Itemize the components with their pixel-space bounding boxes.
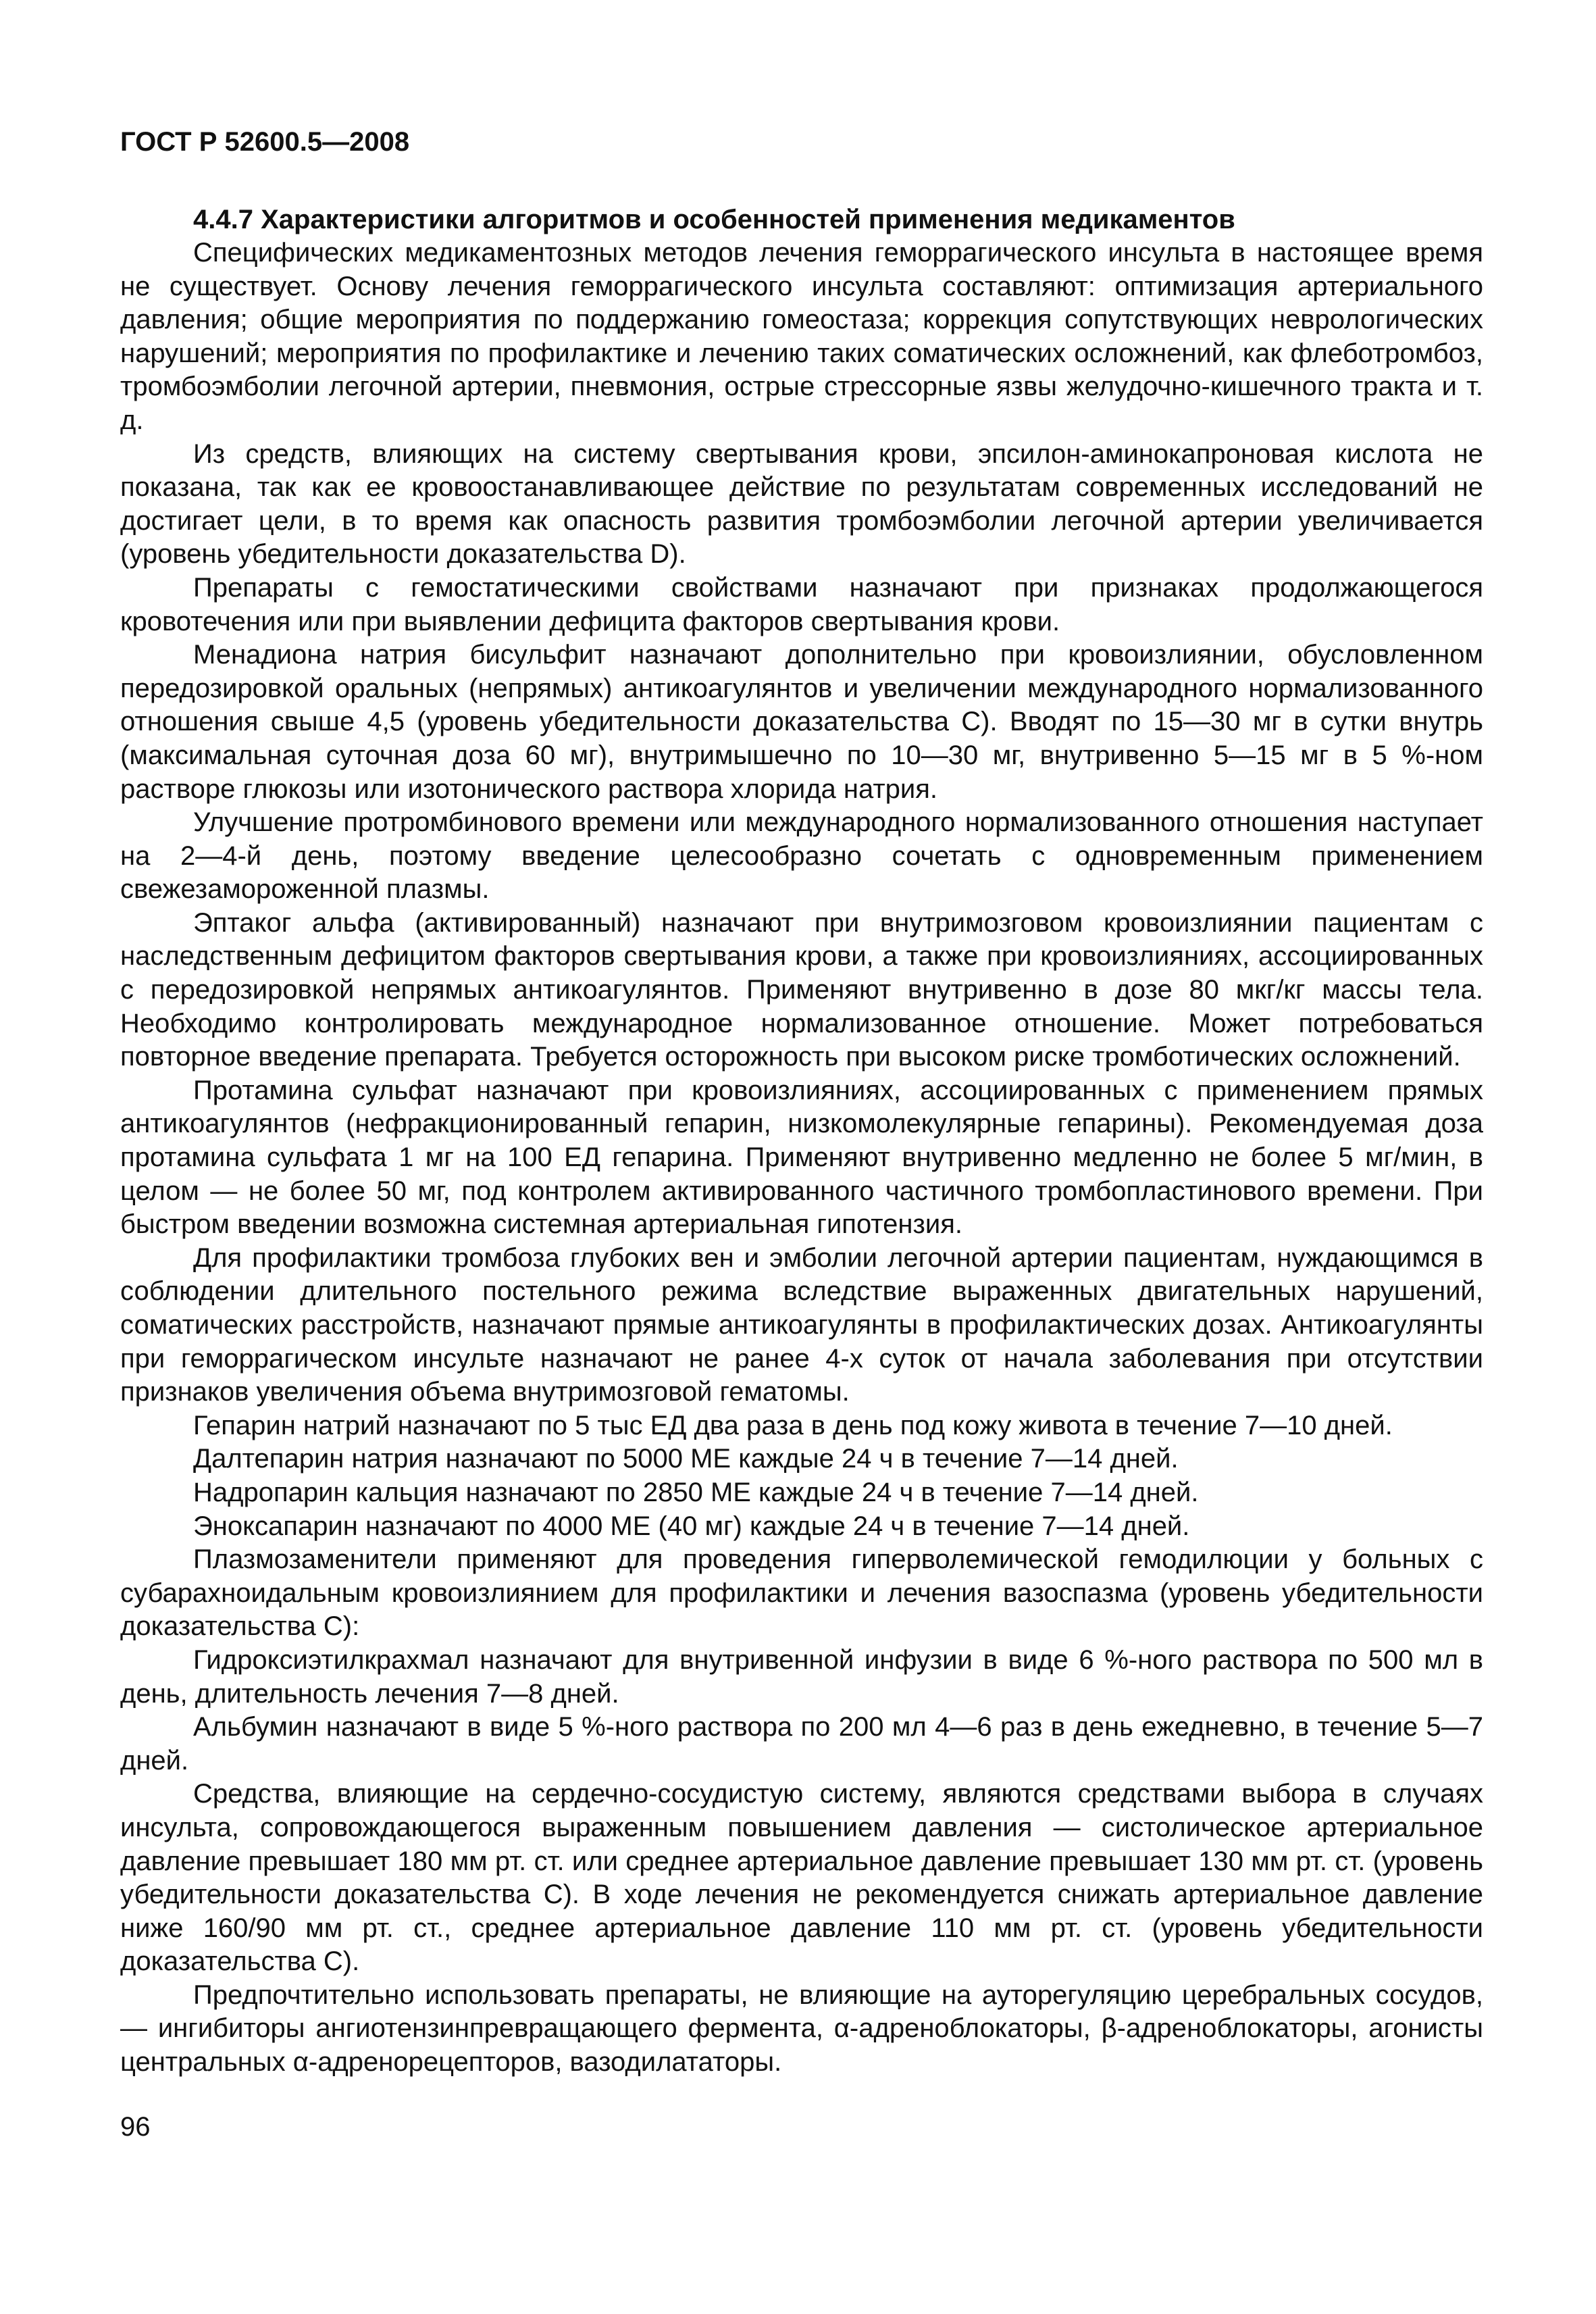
paragraph: Специфических медикаментозных методов лечения геморрагического инсульта в настоящее время не существует. Основу лечения геморрагического инсульта составляют: оптимизация артериального давления; общие мероприятия по поддержанию гомеостаза; коррекция сопутствующих неврологических нарушений; мероприятия по профилактике и лечению таких соматических осложнений, как флеботромбоз, тромбоэмболии легочной артерии, пневмония, острые стрессорные язвы желудочно-кишечного тракта и т. д. [120,238,1483,435]
paragraph: Менадиона натрия бисульфит назначают дополнительно при кровоизлиянии, обусловленном передозировкой оральных (непрямых) антикоагулянтов и увеличении международного нормализованного отношения свыше 4,5 (уровень убедительности доказательства С). Вводят по 15—30 мг в сутки внутрь (максимальная суточная доза 60 мг), внутримышечно по 10—30 мг, внутривенно 5—15 мг в 5 %-ном растворе глюкозы или изотонического раствора хлорида натрия. [120,640,1483,804]
paragraph: Средства, влияющие на сердечно-сосудистую систему, являются средствами выбора в случаях инсульта, сопровождающегося выраженным повышением давления — систолическое артериальное давление превышает 180 мм рт. ст. или среднее артериальное давление превышает 130 мм рт. ст. (уровень убедительности доказательства С). В ходе лечения не рекомендуется снижать артериальное давление ниже 160/90 мм рт. ст., среднее артериальное давление 110 мм рт. ст. (уровень убедительности доказательства С). [120,1779,1483,1977]
paragraph: Для профилактики тромбоза глубоких вен и эмболии легочной артерии пациентам, нуждающимся в соблюдении длительного постельного режима вследствие выраженных двигательных нарушений, соматических расстройств, назначают прямые антикоагулянты в профилактических дозах. Антикоагулянты при геморрагическом инсульте назначают не ранее 4-х суток от начала заболевания при отсутствии признаков увеличения объема внутримозговой гематомы. [120,1242,1483,1407]
paragraph: Надропарин кальция назначают по 2850 МЕ каждые 24 ч в течение 7—14 дней. [193,1477,1199,1507]
paragraph: Далтепарин натрия назначают по 5000 МЕ каждые 24 ч в течение 7—14 дней. [193,1444,1179,1474]
paragraph: Эптаког альфа (активированный) назначают при внутримозговом кровоизлиянии пациентам с наследственным дефицитом факторов свертывания крови, а также при кровоизлияниях, ассоциированных с передозировкой непрямых антикоагулянтов. Применяют внутривенно в дозе 80 мкг/кг массы тела. Необходимо контролировать международное нормализованное отношение. Может потребоваться повторное введение препарата. Требуется осторожность при высоком риске тромботических осложнений. [120,907,1483,1072]
paragraph: Гидроксиэтилкрахмал назначают для внутривенной инфузии в виде 6 %-ного раствора по 500 мл в день, длительность лечения 7—8 дней. [120,1644,1483,1709]
paragraph: Протамина сульфат назначают при кровоизлияниях, ассоциированных с применением прямых антикоагулянтов (нефракционированный гепарин, низкомолекулярные гепарины). Рекомендуемая доза протамина сульфата 1 мг на 100 ЕД гепарина. Применяют внутривенно медленно не более 5 мг/мин, в целом — не более 50 мг, под контролем активированного частичного тромбопластинового времени. При быстром введении возможна системная артериальная гипотензия. [120,1075,1483,1240]
page-number: 96 [120,2112,151,2142]
paragraph: Улучшение протромбинового времени или международного нормализованного отношения наступает на 2—4-й день, поэтому введение целесообразно сочетать с одновременным применением свежезамороженной плазмы. [120,807,1483,905]
body-text [120,203,1483,2080]
paragraph: Препараты с гемостатическими свойствами назначают при признаках продолжающегося кровотечения или при выявлении дефицита факторов свертывания крови. [120,572,1483,636]
paragraph: Предпочтительно использовать препараты, не влияющие на ауторегуляцию церебральных сосудов, — ингибиторы ангиотензинпревращающего фермента, α-адреноблокаторы, β-адреноблокаторы, агонисты центральных α-адренорецепторов, вазодилататоры. [120,1980,1483,2078]
running-header: ГОСТ Р 52600.5—2008 [120,127,410,157]
paragraph: Гепарин натрий назначают по 5 тыс ЕД два раза в день под кожу живота в течение 7—10 дней. [193,1410,1393,1440]
paragraph: Эноксапарин назначают по 4000 МЕ (40 мг) каждые 24 ч в течение 7—14 дней. [193,1511,1190,1541]
paragraph: Плазмозаменители применяют для проведения гиперволемической гемодилюции у больных с субарахноидальным кровоизлиянием для профилактики и лечения вазоспазма (уровень убедительности доказательства С): [120,1544,1483,1642]
paragraph: Альбумин назначают в виде 5 %-ного раствора по 200 мл 4—6 раз в день ежедневно, в течение 5—7 дней. [120,1712,1483,1776]
section-heading: 4.4.7 Характеристики алгоритмов и особенностей применения медикаментов [193,205,1235,234]
paragraph: Из средств, влияющих на систему свертывания крови, эпсилон-аминокапроновая кислота не показана, так как ее кровоостанавливающее действие по результатам современных исследований не достигает цели, в то время как опасность развития тромбоэмболии легочной артерии увеличивается (уровень убедительности доказательства D). [120,438,1483,570]
